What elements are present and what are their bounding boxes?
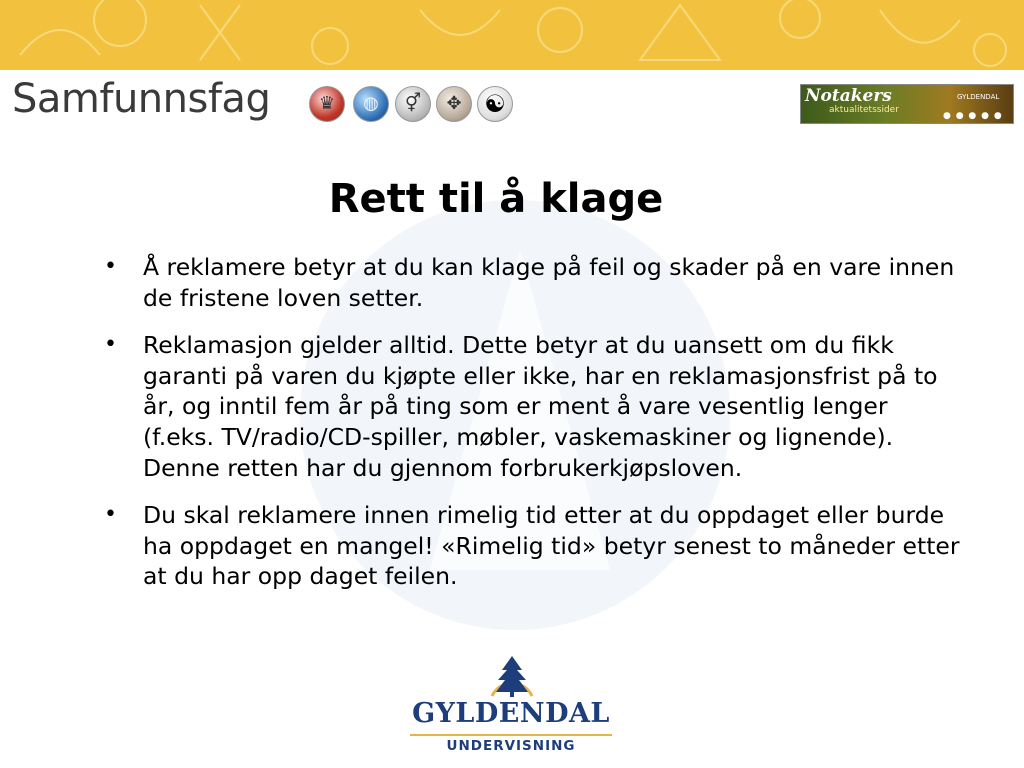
notakers-badge[interactable] xyxy=(800,84,1014,124)
gender-icon: ⚥ xyxy=(395,86,431,122)
notakers-publisher: GYLDENDAL xyxy=(957,93,1000,101)
bullet-text: Å reklamere betyr at du kan klage på feil og skader på en vare innen de fristene loven setter. xyxy=(143,253,955,312)
divider xyxy=(410,734,612,736)
publisher-logo xyxy=(404,650,618,760)
publisher-name: GYLDENDAL xyxy=(412,698,610,729)
bullet-item xyxy=(104,330,964,483)
bullet-icon: • xyxy=(104,332,117,358)
shield-icon: ♛ xyxy=(309,86,345,122)
bullet-list xyxy=(104,252,964,609)
notakers-icons: ● ● ● ● ● xyxy=(943,111,1003,121)
bullet-text: Du skal reklamere innen rimelig tid etter at du oppdaget eller burde ha oppdaget en mangel! «Rimelig tid» betyr senest to måneder etter at du har opp daget feilen. xyxy=(143,501,960,591)
bullet-icon: • xyxy=(104,502,117,528)
notakers-title: Notakers xyxy=(805,86,892,106)
decorative-header-band xyxy=(0,0,1024,70)
bullet-item xyxy=(104,252,964,313)
band-pattern xyxy=(0,0,1024,70)
globe-icon: ◍ xyxy=(353,86,389,122)
notakers-subtitle: aktualitetssider xyxy=(829,105,899,115)
tree-icon xyxy=(486,652,538,700)
bullet-item xyxy=(104,500,964,592)
bullet-icon: • xyxy=(104,254,117,279)
publisher-division: UNDERVISNING xyxy=(446,738,576,754)
yin-yang-icon: ☯ xyxy=(477,86,513,122)
brand-title: Samfunnsfag xyxy=(12,76,271,122)
slide-title: Rett til å klage xyxy=(328,176,664,222)
compass-icon: ✥ xyxy=(436,86,472,122)
bullet-text: Reklamasjon gjelder alltid. Dette betyr at du uansett om du fikk garanti på varen du kjøpte eller ikke, har en reklamasjonsfrist på to år, og inntil fem år på ting som er ment å vare vesentlig lenger (f.eks. TV/radio/CD-spiller, møbler, vaskemaskiner og lignende). Denne retten har du gjennom forbrukerkjøpsloven. xyxy=(143,331,938,482)
